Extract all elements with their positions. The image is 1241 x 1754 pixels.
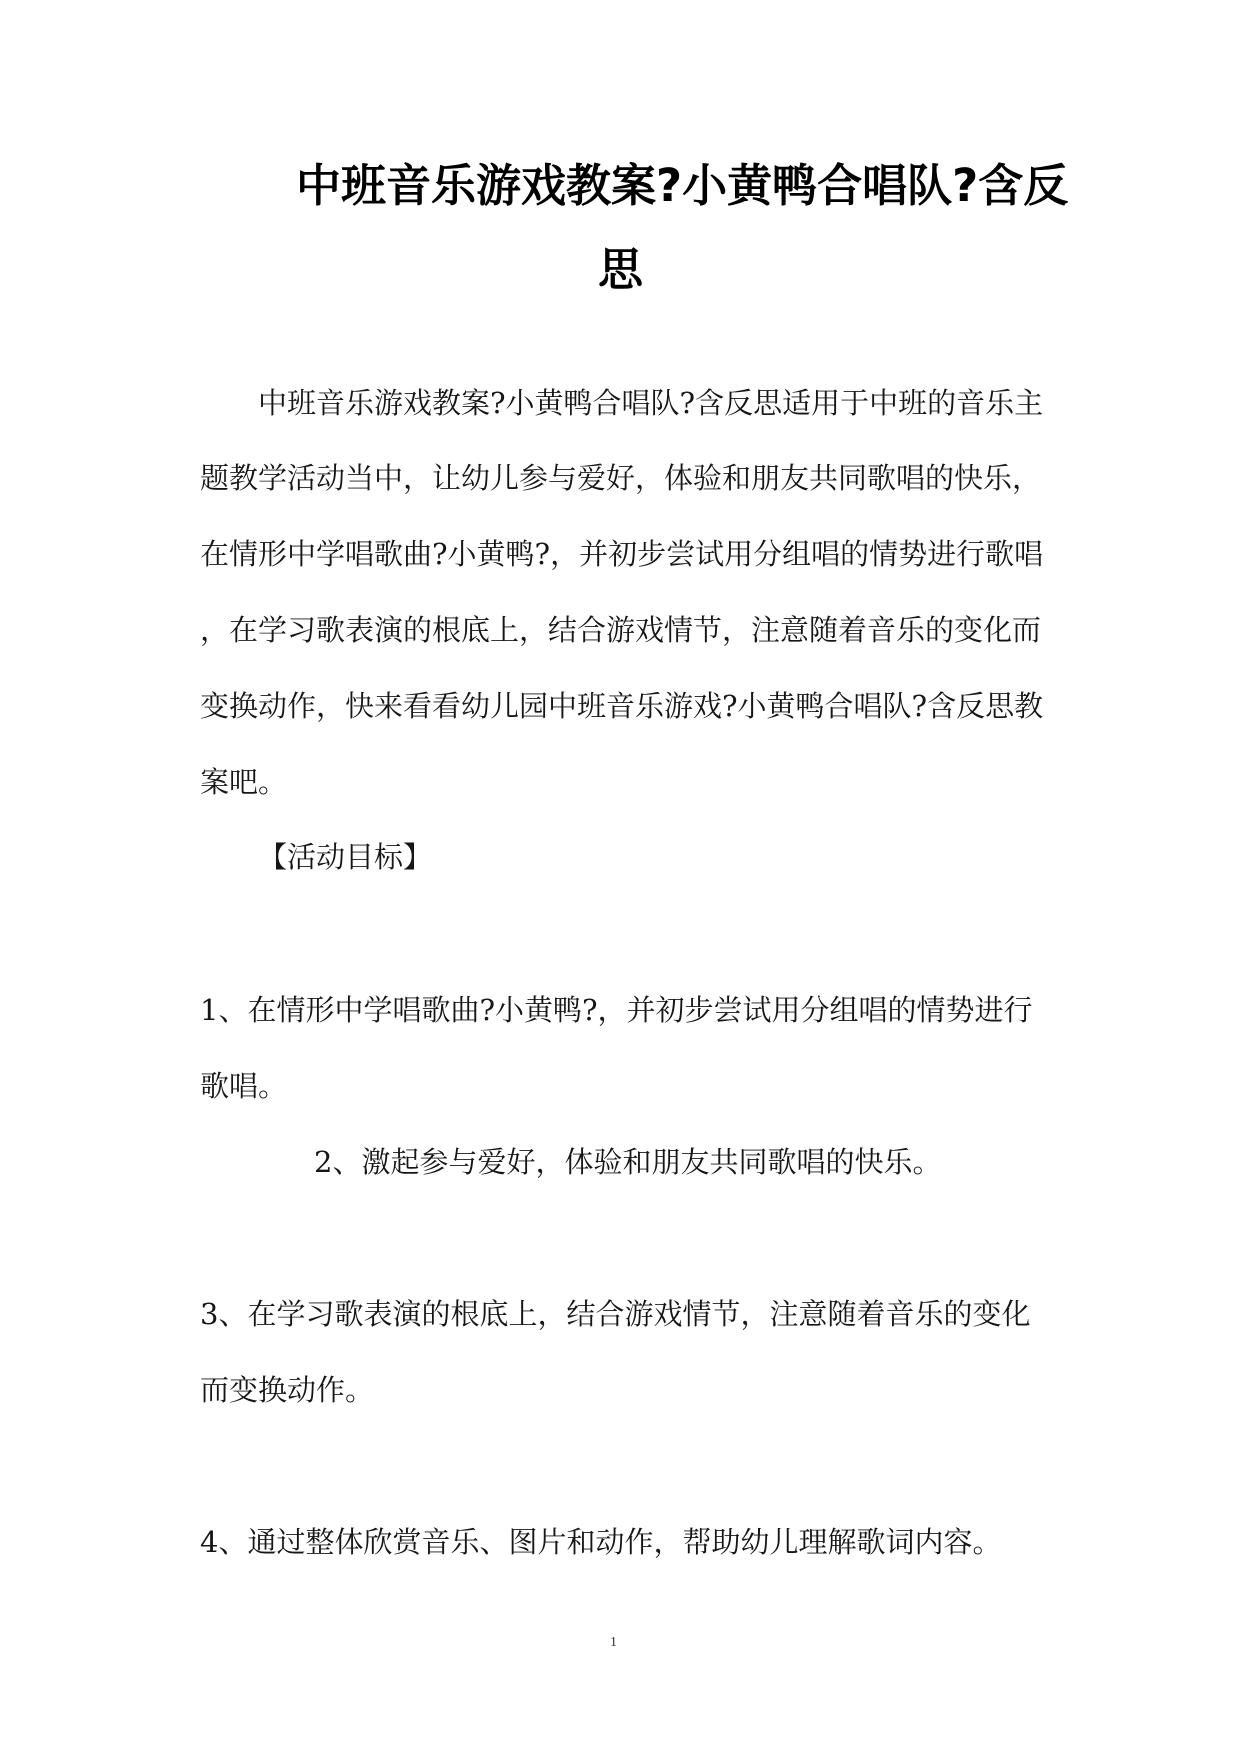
intro-line-3: 在情形中学唱歌曲?小黄鸭?，并初步尝试用分组唱的情势进行歌唱 [200, 537, 1044, 571]
section-heading: 【活动目标】 [258, 840, 433, 874]
goal-2-line-1: 2、激起参与爱好，体验和朋友共同歌唱的快乐。 [314, 1145, 942, 1179]
goal-3-line-2: 而变换动作。 [200, 1373, 375, 1407]
goal-4-line-1: 4、通过整体欣赏音乐、图片和动作，帮助幼儿理解歌词内容。 [200, 1525, 1002, 1559]
intro-line-5: 变换动作，快来看看幼儿园中班音乐游戏?小黄鸭合唱队?含反思教 [200, 689, 1044, 723]
goal-3-line-1: 3、在学习歌表演的根底上，结合游戏情节，注意随着音乐的变化 [200, 1297, 1031, 1331]
page-number: 1 [610, 1635, 617, 1650]
intro-line-1: 中班音乐游戏教案?小黄鸭合唱队?含反思适用于中班的音乐主 [258, 386, 1044, 420]
goal-1-line-1: 1、在情形中学唱歌曲?小黄鸭?，并初步尝试用分组唱的情势进行 [200, 993, 1033, 1027]
goal-1-line-2: 歌唱。 [200, 1069, 288, 1103]
document-title-line-2: 思 [598, 243, 644, 296]
intro-line-2: 题教学活动当中，让幼儿参与爱好，体验和朋友共同歌唱的快乐， [200, 461, 1042, 495]
intro-line-6: 案吧。 [200, 765, 288, 799]
document-title-line-1: 中班音乐游戏教案?小黄鸭合唱队?含反 [296, 159, 1069, 212]
intro-line-4: ，在学习歌表演的根底上，结合游戏情节，注意随着音乐的变化而 [200, 613, 1042, 647]
